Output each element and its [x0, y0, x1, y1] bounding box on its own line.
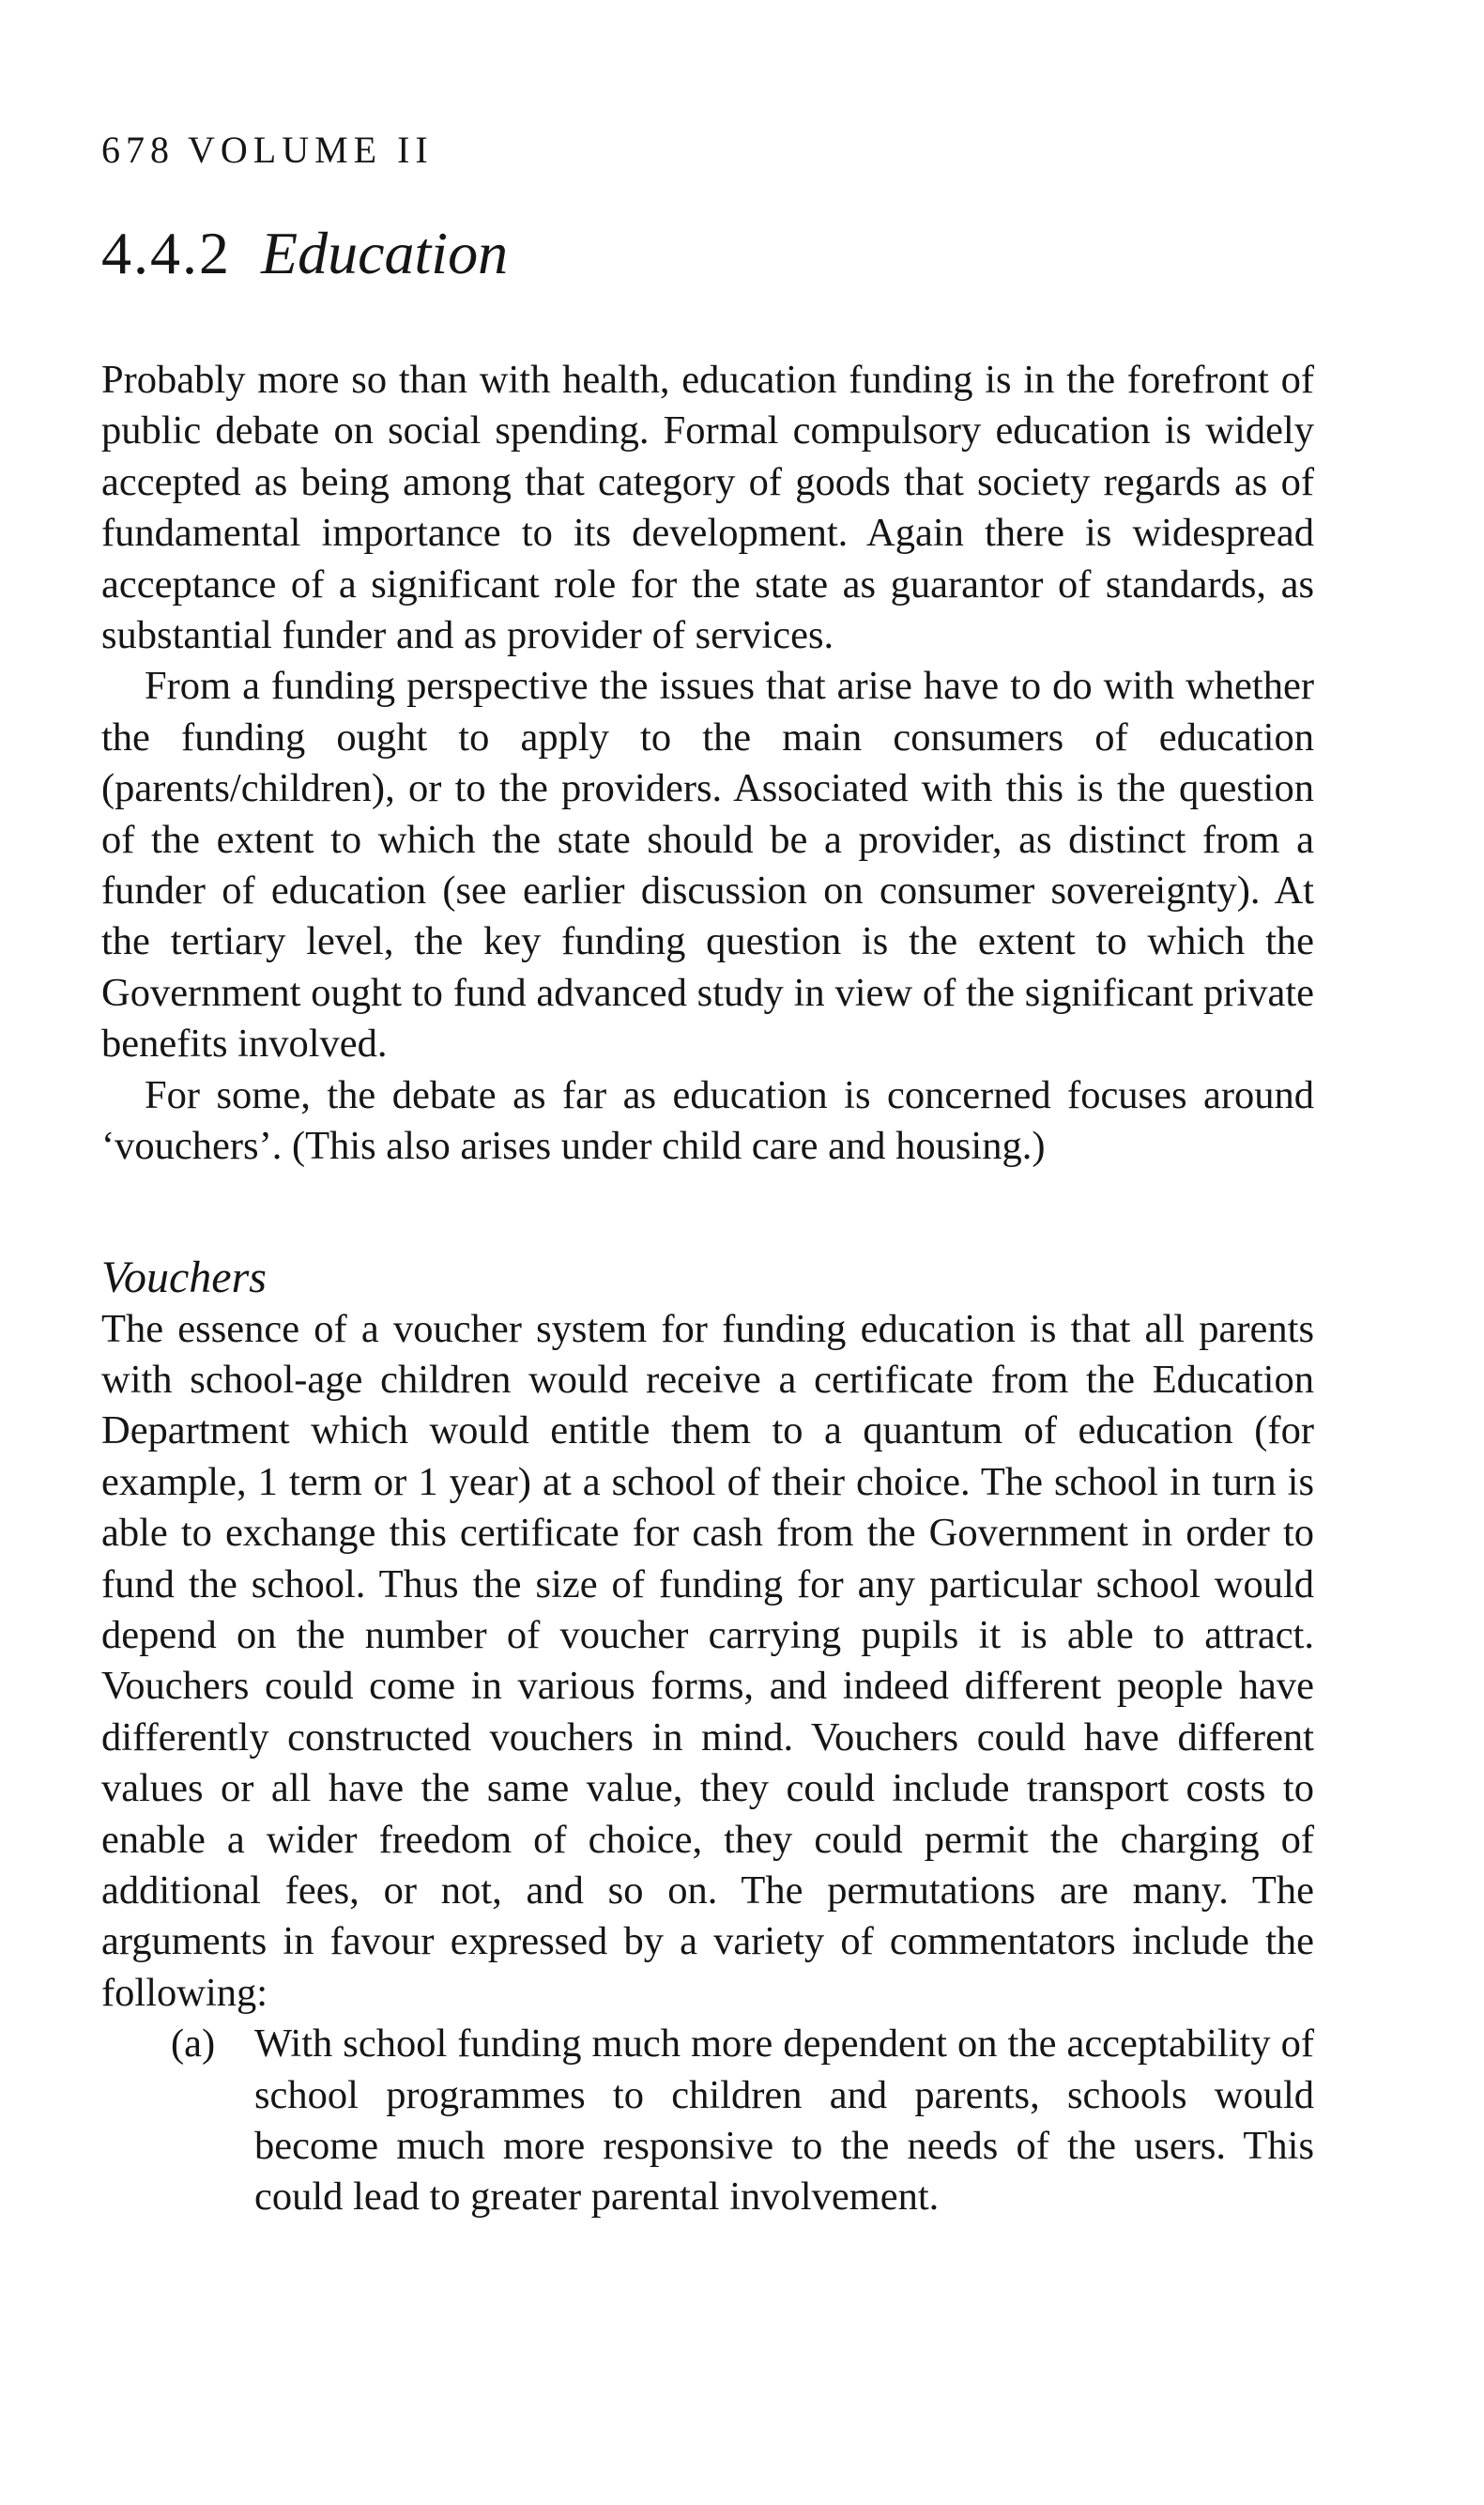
subsection-heading: Vouchers [101, 1252, 267, 1302]
section-number: 4.4.2 [101, 220, 231, 286]
running-head [101, 128, 1314, 173]
section-title: Education [261, 220, 509, 286]
document-page [101, 128, 1314, 2223]
arguments-list [101, 2019, 1314, 2223]
volume-label: VOLUME II [188, 129, 434, 171]
page-number: 678 [101, 129, 175, 171]
list-marker: (a) [171, 2021, 216, 2067]
paragraph-funding-perspective: From a funding perspective the issues that arise have to do with whether the funding ought to apply to the main consumers of education (parents/children), or to the providers. Associated with this is the question of the extent to which the state should be a provider, as distinct from a funder of education (see earlier discussion on consumer sovereignty). At the tertiary level, the key funding question is the extent to which the Government ought to fund advanced study in view of the significant private benefits involved. [101, 664, 1314, 1067]
list-item-text: With school funding much more dependent on the acceptability of school programmes to children and parents, schools would become much more responsive to the needs of the users. This could lead to greater parental involvement. [254, 2021, 1314, 2220]
list-item [101, 2019, 1314, 2223]
paragraph-vouchers-debate: For some, the debate as far as education is concerned focuses around ‘vouchers’. (This also arises under child care and housing.) [101, 1072, 1314, 1169]
paragraph-intro: Probably more so than with health, education funding is in the forefront of public debate on social spending. Formal compulsory education is widely accepted as being among that category of goods that society regards as of fundamental importance to its development. Again there is widespread acceptance of a significant role for the state as guarantor of standards, as substantial funder and as provider of services. [101, 358, 1314, 658]
paragraph-voucher-system: The essence of a voucher system for funding education is that all parents with school-age children would receive a certificate from the Education Department which would entitle them to a quantum of education (for example, 1 term or 1 year) at a school of their choice. The school in turn is able to exchange this certificate for cash from the Government in order to fund the school. Thus the size of funding for any particular school would depend on the number of voucher carrying pupils it is able to attract. Vouchers could come in various forms, and indeed different people have differently constructed vouchers in mind. Vouchers could have different values or all have the same value, they could include transport costs to enable a wider freedom of choice, they could permit the charging of additional fees, or not, and so on. The permutations are many. The arguments in favour expressed by a variety of commentators include the following: [101, 1306, 1314, 2015]
section-heading [101, 218, 1314, 289]
